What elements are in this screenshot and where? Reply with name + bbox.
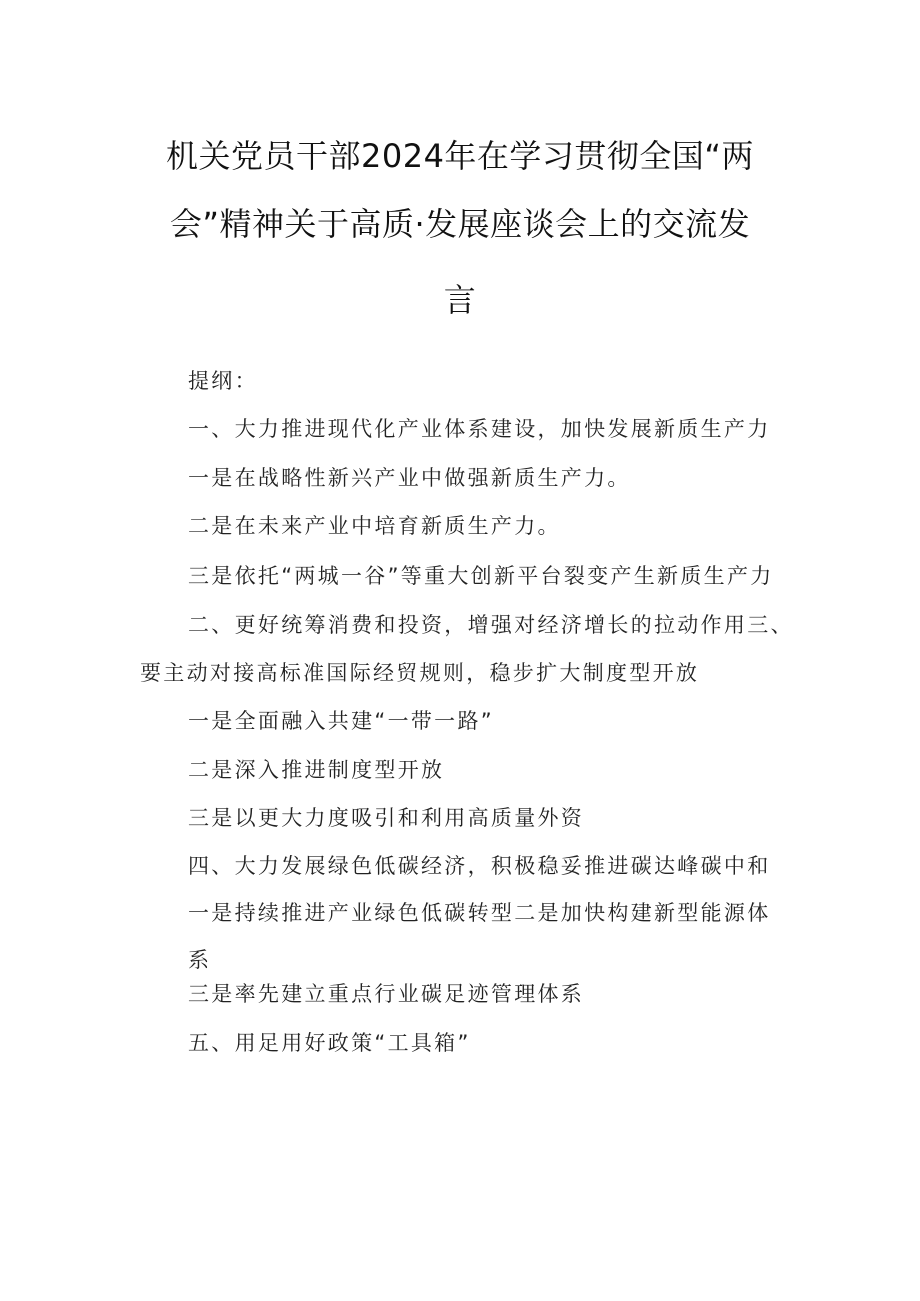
outline-line: 三是依托“两城一谷”等重大创新平台裂变产生新质生产力 <box>188 564 774 588</box>
document-title-line-2: 会”精神关于高质·发展座谈会上的交流发 <box>169 205 751 243</box>
outline-line: 二是在未来产业中培育新质生产力。 <box>188 514 561 538</box>
document-title-line-3: 言 <box>443 281 477 319</box>
outline-line: 三是率先建立重点行业碳足迹管理体系 <box>188 982 585 1006</box>
outline-line: 三是以更大力度吸引和利用高质量外资 <box>188 806 585 830</box>
outline-line: 一是全面融入共建“一带一路” <box>188 709 494 733</box>
outline-line: 要主动对接高标准国际经贸规则，稳步扩大制度型开放 <box>140 661 700 685</box>
outline-line: 一是持续推进产业绿色低碳转型二是加快构建新型能源体 <box>188 901 771 925</box>
outline-line: 四、大力发展绿色低碳经济，积极稳妥推进碳达峰碳中和 <box>188 854 771 878</box>
document-title-line-1: 机关党员干部2024年在学习贯彻全国“两 <box>165 137 755 175</box>
outline-line: 二、更好统筹消费和投资，增强对经济增长的拉动作用三、 <box>188 613 794 637</box>
outline-line: 系 <box>188 948 212 972</box>
outline-line: 一、大力推进现代化产业体系建设，加快发展新质生产力 <box>188 417 771 441</box>
outline-line: 二是深入推进制度型开放 <box>188 758 445 782</box>
outline-line: 一是在战略性新兴产业中做强新质生产力。 <box>188 466 631 490</box>
outline-line: 五、用足用好政策“工具箱” <box>188 1031 471 1055</box>
outline-label: 提纲： <box>188 369 258 393</box>
